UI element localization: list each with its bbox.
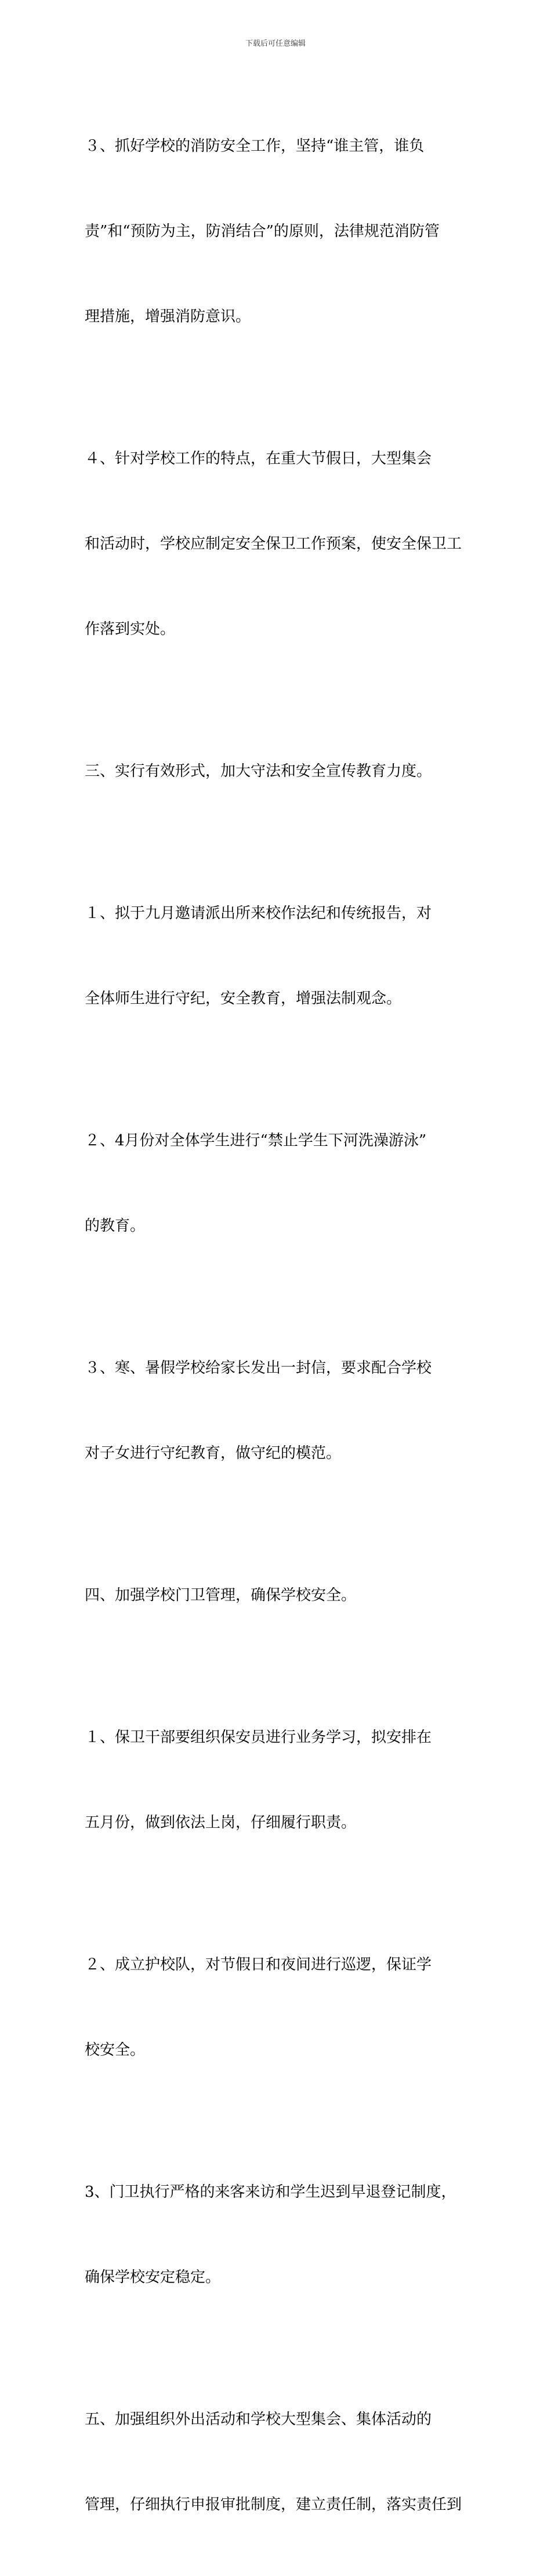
section-heading-three: [85, 701, 474, 843]
text-line: 对子女进行守纪教育，做守纪的模范。: [85, 1445, 342, 1462]
text-line: １、拟于九月邀请派出所来校作法纪和传统报告，对: [85, 905, 432, 922]
text-line: ２、成立护校队，对节假日和夜间进行巡逻，保证学: [85, 1956, 432, 1973]
paragraph-guard-training: [85, 1667, 474, 1894]
page-header-note: 下载后可任意编辑: [245, 39, 306, 48]
text-line: ３、寒、暑假学校给家长发出一封信，要求配合学校: [85, 1359, 432, 1377]
text-line: 作落到实处。: [85, 621, 176, 638]
paragraph-parent-letter: [85, 1297, 474, 1525]
paragraph-law-report: [85, 843, 474, 1070]
text-line: 五、加强组织外出活动和学校大型集会、集体活动的: [85, 2411, 432, 2428]
text-line: 校安全。: [85, 2041, 146, 2059]
document-body: [85, 75, 474, 2576]
section-heading-five: [85, 2349, 474, 2576]
text-line: 三、实行有效形式，加大守法和安全宣传教育力度。: [85, 763, 432, 780]
paragraph-holiday-plan: [85, 388, 474, 701]
paragraph-patrol-team: [85, 1894, 474, 2121]
text-line: ３、抓好学校的消防安全工作，坚持“谁主管，谁负: [85, 137, 425, 155]
text-line: 五月份，做到依法上岗，仔细履行职责。: [85, 1814, 357, 1831]
text-line: 管理，仔细执行申报审批制度，建立责任制，落实责任到: [85, 2496, 462, 2513]
text-line: ２、4月份对全体学生进行“禁止学生下河洗澡游泳”: [85, 1132, 427, 1149]
text-line: 责”和“预防为主，防消结合”的原则，法律规范消防管: [85, 223, 440, 240]
text-line: 确保学校安定稳定。: [85, 2269, 221, 2286]
paragraph-swimming-education: [85, 1070, 474, 1297]
paragraph-visitor-registration: [85, 2121, 474, 2349]
text-line: １、保卫干部要组织保安员进行业务学习，拟安排在: [85, 1729, 432, 1746]
section-heading-four: [85, 1525, 474, 1667]
text-line: ４、针对学校工作的特点，在重大节假日，大型集会: [85, 450, 432, 467]
text-line: 的教育。: [85, 1217, 146, 1235]
text-line: 和活动时，学校应制定安全保卫工作预案，使安全保卫工: [85, 535, 462, 553]
text-line: 3、门卫执行严格的来客来访和学生迟到早退登记制度，: [85, 2183, 456, 2201]
text-line: 四、加强学校门卫管理，确保学校安全。: [85, 1587, 357, 1604]
text-line: 理措施，增强消防意识。: [85, 308, 251, 325]
paragraph-fire-safety: [85, 75, 474, 388]
text-line: 全体师生进行守纪，安全教育，增强法制观念。: [85, 990, 402, 1007]
